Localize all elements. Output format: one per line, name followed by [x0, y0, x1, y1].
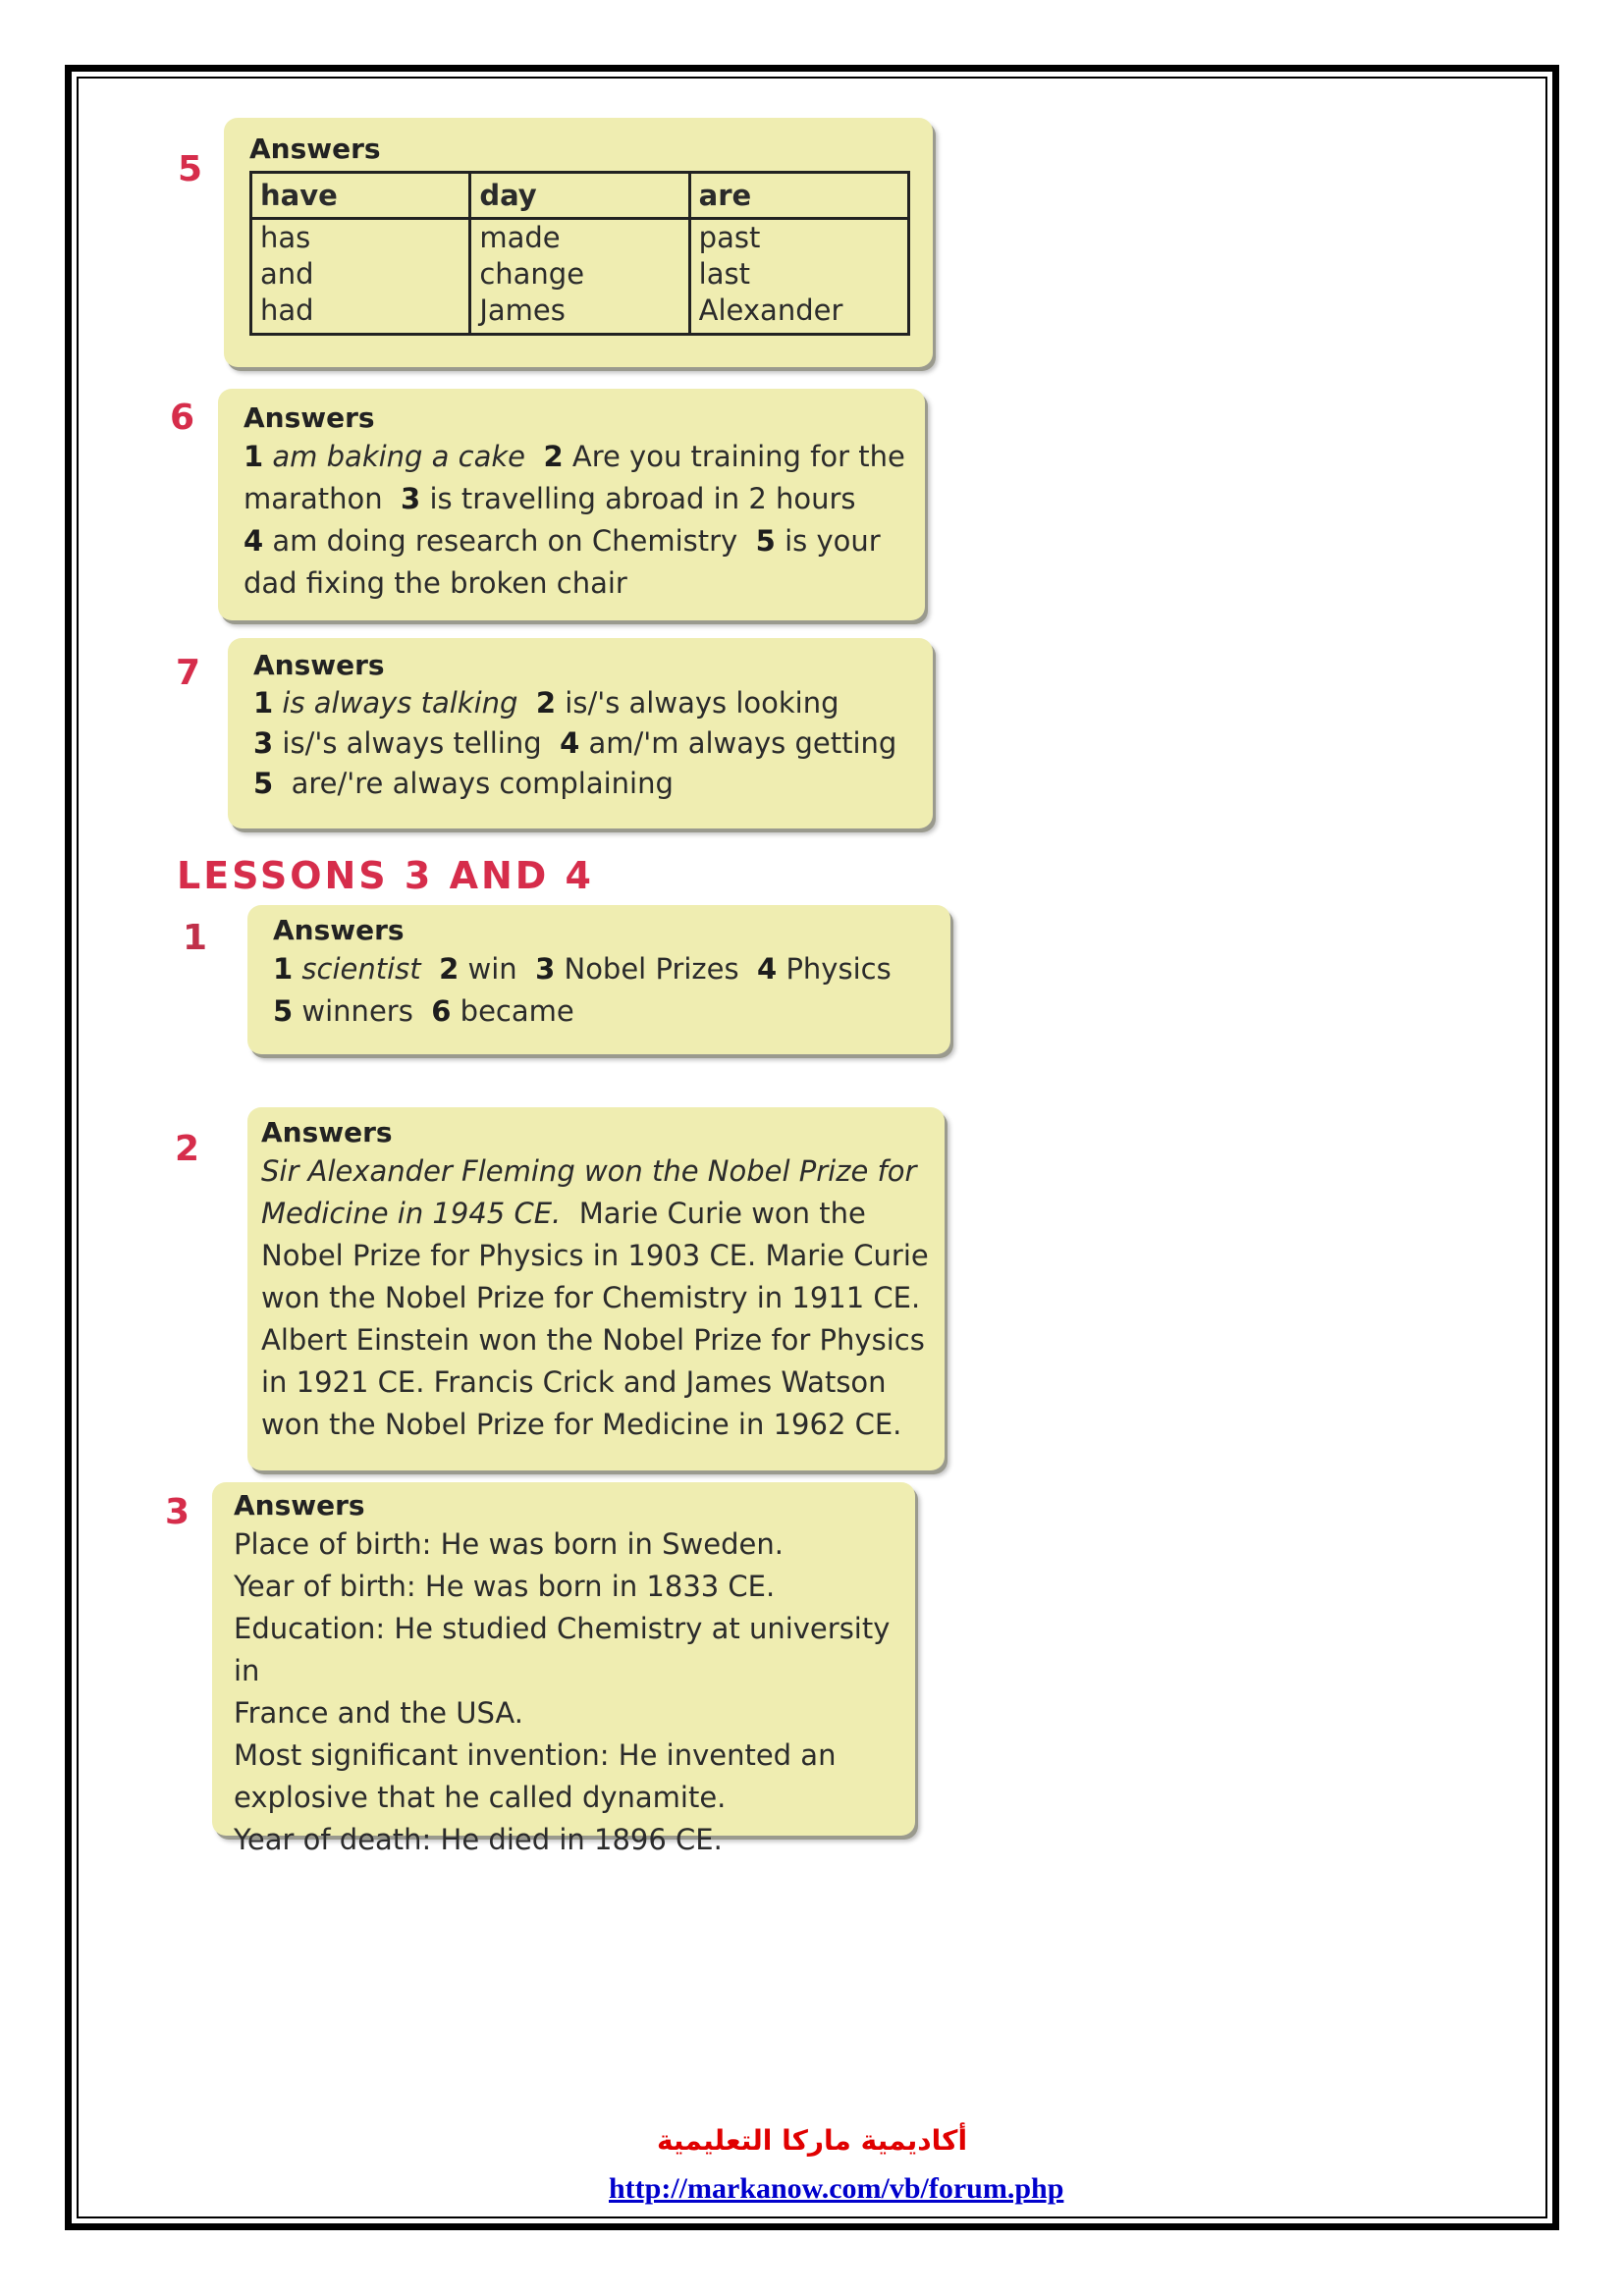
- table-cell: has: [260, 221, 311, 254]
- answer-text: 1 is always talking 2 is/'s always looking 3 is/'s always telling 4 am/'m always getting 5 are/'re always complaining: [253, 686, 897, 800]
- table-cell: made: [479, 221, 561, 254]
- exercise-number-5: 5: [178, 149, 203, 189]
- answer-box-l1: [247, 905, 950, 1054]
- table-cell: last: [698, 257, 750, 291]
- table-cell: change: [479, 257, 585, 291]
- answers-heading: Answers: [249, 133, 381, 165]
- answers-table: [249, 171, 910, 336]
- answer-box-l3: [212, 1482, 915, 1856]
- table-cell: had: [260, 294, 314, 327]
- answer-text: 1 am baking a cake 2 Are you training for the marathon 3 is travelling abroad in 2 hours 4 am doing research on Chemistry 5 is your dad fixing the broken chair: [244, 440, 905, 600]
- table-header: are: [689, 173, 908, 219]
- table-cell: Alexander: [698, 294, 843, 327]
- example-answer: Sir Alexander Fleming won the Nobel Prize for Medicine in 1945 CE.: [261, 1154, 917, 1230]
- table-column: [470, 219, 689, 335]
- table-header: day: [470, 173, 689, 219]
- answer-text: 1 scientist 2 win 3 Nobel Prizes 4 Physics 5 winners 6 became: [273, 952, 892, 1028]
- table-cell: past: [698, 221, 761, 254]
- footer-link[interactable]: http://markanow.com/vb/forum.php: [609, 2172, 1064, 2205]
- answer-box-l2: [247, 1107, 945, 1470]
- lessons-heading: LESSONS 3 AND 4: [177, 854, 594, 897]
- exercise-number-7: 7: [176, 653, 201, 693]
- answer-text: Place of birth: He was born in Sweden. Year of birth: He was born in 1833 CE. Education: He studied Chemistry at university in France and the USA. Most significant invention: He invented an explosive that he called dynamite. Year of death: He died in 1896 CE.: [234, 1527, 891, 1856]
- table-header: have: [251, 173, 470, 219]
- answer-text: Sir Alexander Fleming won the Nobel Prize for Medicine in 1945 CE. Marie Curie won the Nobel Prize for Physics in 1903 CE. Marie Curie won the Nobel Prize for Chemistry in 1911 CE. Albert Einstein won the Nobel Prize for Physics in 1921 CE. Francis Crick and James Watson won the Nobel Prize for Medicine in 1962 CE.: [261, 1154, 929, 1441]
- answers-heading: Answers: [273, 914, 405, 946]
- table-column: [251, 219, 470, 335]
- answers-heading: Answers: [234, 1489, 365, 1522]
- exercise-number-6: 6: [170, 398, 195, 438]
- answer-box-6: [218, 389, 925, 620]
- table-cell: James: [479, 294, 566, 327]
- exercise-number-l1: 1: [183, 918, 208, 958]
- footer-arabic-title: أكاديمية ماركا التعليمية: [656, 2124, 968, 2157]
- exercise-number-l2: 2: [175, 1129, 200, 1169]
- answer-box-5: [224, 118, 933, 367]
- answers-heading: Answers: [253, 649, 385, 681]
- table-cell: and: [260, 257, 314, 291]
- answers-heading: Answers: [244, 401, 375, 434]
- table-column: [689, 219, 908, 335]
- answer-box-7: [228, 638, 933, 828]
- exercise-number-l3: 3: [165, 1492, 190, 1532]
- answers-heading: Answers: [261, 1116, 393, 1148]
